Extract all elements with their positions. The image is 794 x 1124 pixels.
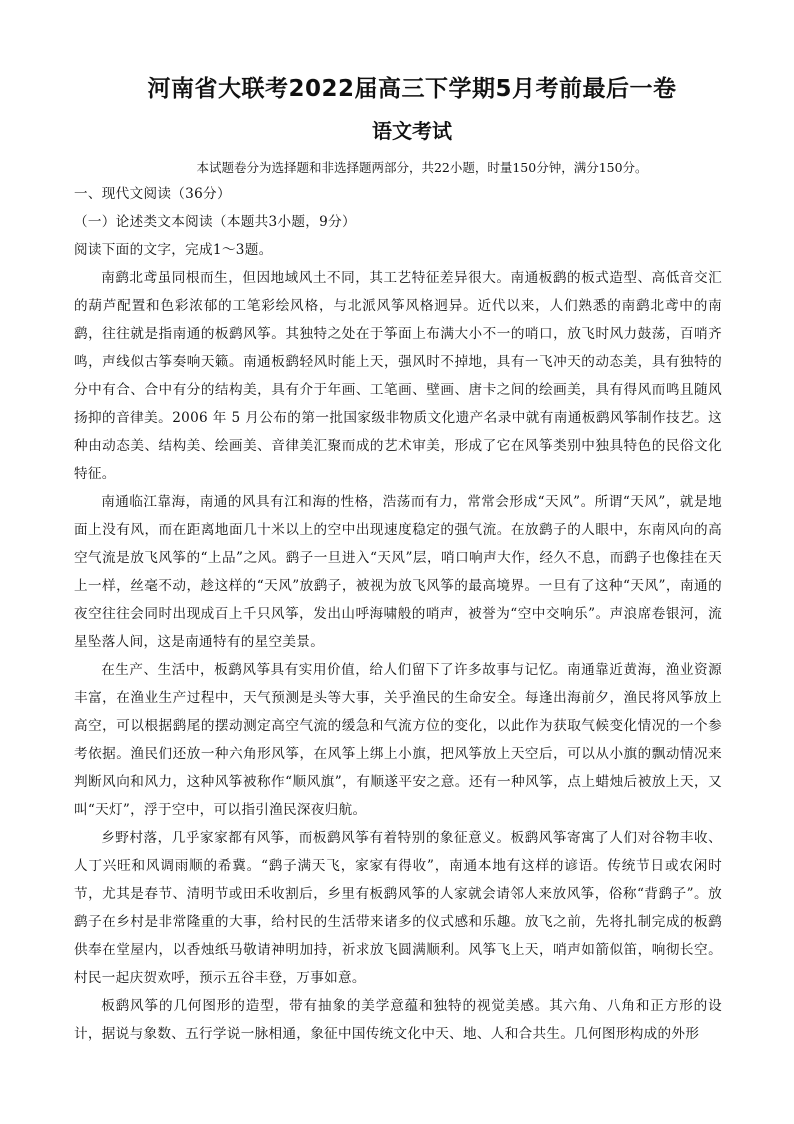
reading-instruction: 阅读下面的文字，完成1～3题。: [74, 242, 273, 258]
section-heading: 一、现代文阅读（36分）: [74, 186, 231, 202]
paragraph-1: 南鹞北鸢虽同根而生，但因地域风土不同，其工艺特征差异很大。南通板鹞的板式造型、高低音交汇的葫芦配置和色彩浓郁的工笔彩绘风格，与北派风筝风格迥异。近代以来，人们熟悉的南鹞北鸢中的南鹞，往往就是指南通的板鹞风筝。其独特之处在于筝面上布满大小不一的哨口，放飞时风力鼓荡，百哨齐鸣，声线似古筝奏响天籁。南通板鹞轻风时能上天，强风时不掉地，具有一飞冲天的动态美，具有独特的分中有合、合中有分的结构美，具有介于年画、工笔画、壁画、唐卡之间的绘画美，具有得风而鸣且随风扬抑的音律美。2006 年 5 月公布的第一批国家级非物质文化遗产名录中就有南通板鹞风筝制作技艺。这种由动态美、结构美、绘画美、音律美汇聚而成的艺术审美，形成了它在风筝类别中独具特色的民俗文化特征。: [74, 270, 722, 482]
paragraph-4: 乡野村落，几乎家家都有风筝，而板鹞风筝有着特别的象征意义。板鹞风筝寄寓了人们对谷物丰收、人丁兴旺和风调雨顺的希冀。“鹞子满天飞，家家有得收”，南通本地有这样的谚语。传统节日或农闲时节，尤其是春节、清明节或田禾收割后，乡里有板鹞风筝的人家就会请邻人来放风筝，俗称“背鹞子”。放鹞子在乡村是非常隆重的大事，给村民的生活带来诸多的仪式感和乐趣。放飞之前，先将扎制完成的板鹞供奉在堂屋内，以香烛纸马敬请神明加持，祈求放飞圆满顺利。风筝飞上天，哨声如箭似笛，响彻长空。村民一起庆贺欢呼，预示五谷丰登，万事如意。: [74, 830, 722, 986]
page-title: 河南省大联考2022届高三下学期5月考前最后一卷: [147, 76, 677, 102]
exam-body: [74, 180, 722, 1048]
page-subtitle: 语文考试: [372, 119, 452, 143]
exam-note: 本试题卷分为选择题和非选择题两部分，共22小题，时量150分钟，满分150分。: [196, 160, 648, 175]
paragraph-2: 南通临江靠海，南通的风具有江和海的性格，浩荡而有力，常常会形成“天风”。所谓“天风”，就是地面上没有风，而在距离地面几十米以上的空中出现速度稳定的强气流。在放鹞子的人眼中，东南风向的高空气流是放飞风筝的“上品”之风。鹞子一旦进入“天风”层，哨口响声大作，经久不息，而鹞子也像挂在天上一样，丝毫不动，趁这样的“天风”放鹞子，被视为放飞风筝的最高境界。一旦有了这种“天风”，南通的夜空往往会同时出现成百上千只风筝，发出山呼海啸般的哨声，被誉为“空中交响乐”。声浪席卷银河，流星坠落人间，这是南通特有的星空美景。: [74, 494, 722, 650]
section-subheading: （一）论述类文本阅读（本题共3小题，9分）: [74, 214, 356, 230]
paragraph-3: 在生产、生活中，板鹞风筝具有实用价值，给人们留下了许多故事与记忆。南通靠近黄海，渔业资源丰富，在渔业生产过程中，天气预测是头等大事，关乎渔民的生命安全。每逢出海前夕，渔民将风筝放上高空，可以根据鹞尾的摆动测定高空气流的缓急和气流方位的变化，以此作为获取气候变化情况的一个参考依据。渔民们还放一种六角形风筝，在风筝上绑上小旗，把风筝放上天空后，可以从小旗的飘动情况来判断风向和风力，这种风筝被称作“顺风旗”，有顺遂平安之意。还有一种风筝，点上蜡烛后被放上天，又叫“天灯”，浮于空中，可以指引渔民深夜归航。: [74, 662, 722, 818]
paragraph-5: 板鹞风筝的几何图形的造型，带有抽象的美学意蕴和独特的视觉美感。其六角、八角和正方形的设计，据说与象数、五行学说一脉相通，象征中国传统文化中天、地、人和合共生。几何图形构成的外形: [74, 998, 722, 1042]
